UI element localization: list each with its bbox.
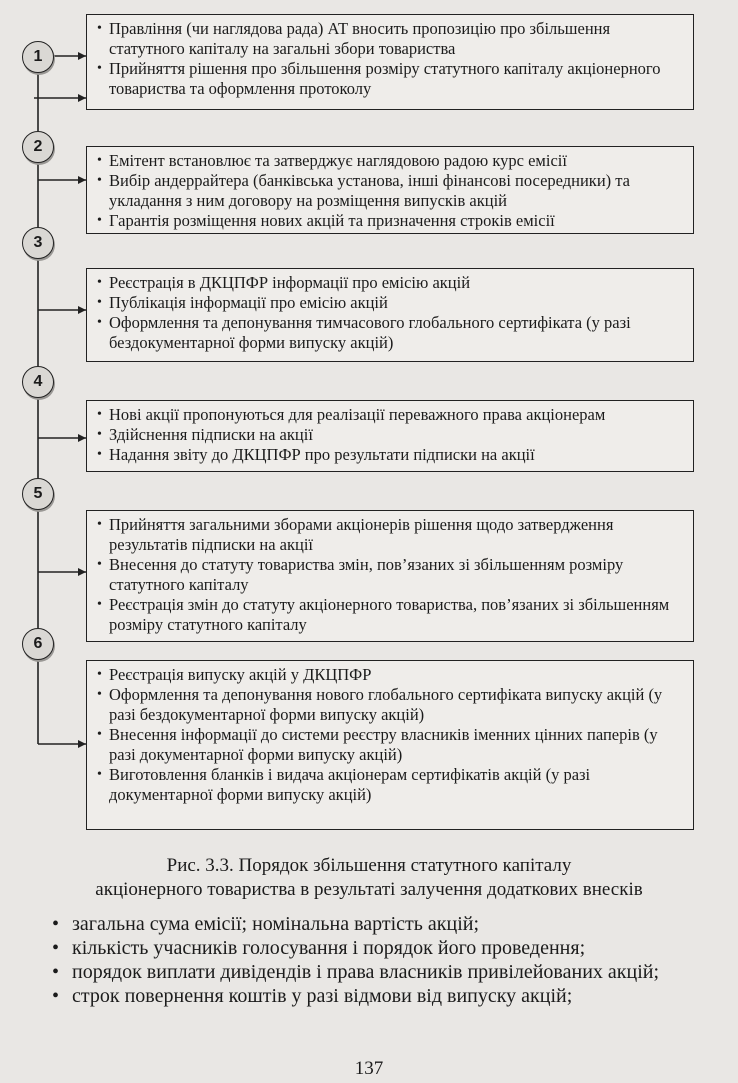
step-box-4 (86, 400, 694, 472)
step-box-5 (86, 510, 694, 642)
step-3-item: • Оформлення та депонування тимчасового глобального сертифіката (у разі бездокументарної форми випуску акцій) (97, 313, 685, 353)
step-badge-4: 4 (22, 366, 54, 398)
body-bullet-list (48, 912, 696, 1008)
step-badge-6: 6 (22, 628, 54, 660)
caption-line-2: акціонерного товариства в результаті залучення додаткових внесків (95, 879, 643, 900)
step-2-item: • Емітент встановлює та затверджує наглядовою радою курс емісії (97, 151, 685, 171)
body-bullet-item: • строк повернення коштів у разі відмови від випуску акцій; (48, 984, 696, 1008)
step-5-item: • Внесення до статуту товариства змін, пов’язаних зі збільшенням розміру статутного капіталу (97, 555, 685, 595)
step-2-item: • Гарантія розміщення нових акцій та призначення строків емісії (97, 211, 685, 231)
step-4-item: • Надання звіту до ДКЦПФР про результати підписки на акції (97, 445, 685, 465)
step-3-item: • Публікація інформації про емісію акцій (97, 293, 685, 313)
step-5-item: • Реєстрація змін до статуту акціонерного товариства, пов’язаних зі збільшенням розміру статутного капіталу (97, 595, 685, 635)
body-bullet-item: • кількість учасників голосування і порядок його проведення; (48, 936, 696, 960)
step-box-6 (86, 660, 694, 830)
figure-caption (0, 854, 738, 902)
step-4-item: • Нові акції пропонуються для реалізації переважного права акціонерам (97, 405, 685, 425)
step-6-item: • Реєстрація випуску акцій у ДКЦПФР (97, 665, 685, 685)
step-box-3 (86, 268, 694, 362)
step-6-item: • Виготовлення бланків і видача акціонерам сертифікатів акцій (у разі документарної форми випуску акцій) (97, 765, 685, 805)
caption-line-1: Рис. 3.3. Порядок збільшення статутного капіталу (166, 855, 572, 876)
step-badge-5: 5 (22, 478, 54, 510)
page-number: 137 (354, 1058, 384, 1079)
step-box-1 (86, 14, 694, 110)
step-box-2 (86, 146, 694, 234)
body-bullet-item: • загальна сума емісії; номінальна вартість акцій; (48, 912, 696, 936)
step-4-item: • Здійснення підписки на акції (97, 425, 685, 445)
step-3-item: • Реєстрація в ДКЦПФР інформації про емісію акцій (97, 273, 685, 293)
step-6-item: • Оформлення та депонування нового глобального сертифіката випуску акцій (у разі бездокументарної форми випуску акцій) (97, 685, 685, 725)
step-badge-1: 1 (22, 41, 54, 73)
step-2-item: • Вибір андеррайтера (банківська установа, інші фінансові посередники) та укладання з ним договору на розміщення випусків акцій (97, 171, 685, 211)
step-badge-3: 3 (22, 227, 54, 259)
step-1-item: • Прийняття рішення про збільшення розміру статутного капіталу акціонерного товариства та оформлення протоколу (97, 59, 685, 99)
step-badge-2: 2 (22, 131, 54, 163)
step-1-item: • Правління (чи наглядова рада) АТ вносить пропозицію про збільшення статутного капіталу на загальні збори товариства (97, 19, 685, 59)
body-bullet-item: • порядок виплати дивідендів і права власників привілейованих акцій; (48, 960, 696, 984)
step-5-item: • Прийняття загальними зборами акціонерів рішення щодо затвердження результатів підписки на акції (97, 515, 685, 555)
step-6-item: • Внесення інформації до системи реєстру власників іменних цінних паперів (у разі документарної форми випуску акцій) (97, 725, 685, 765)
